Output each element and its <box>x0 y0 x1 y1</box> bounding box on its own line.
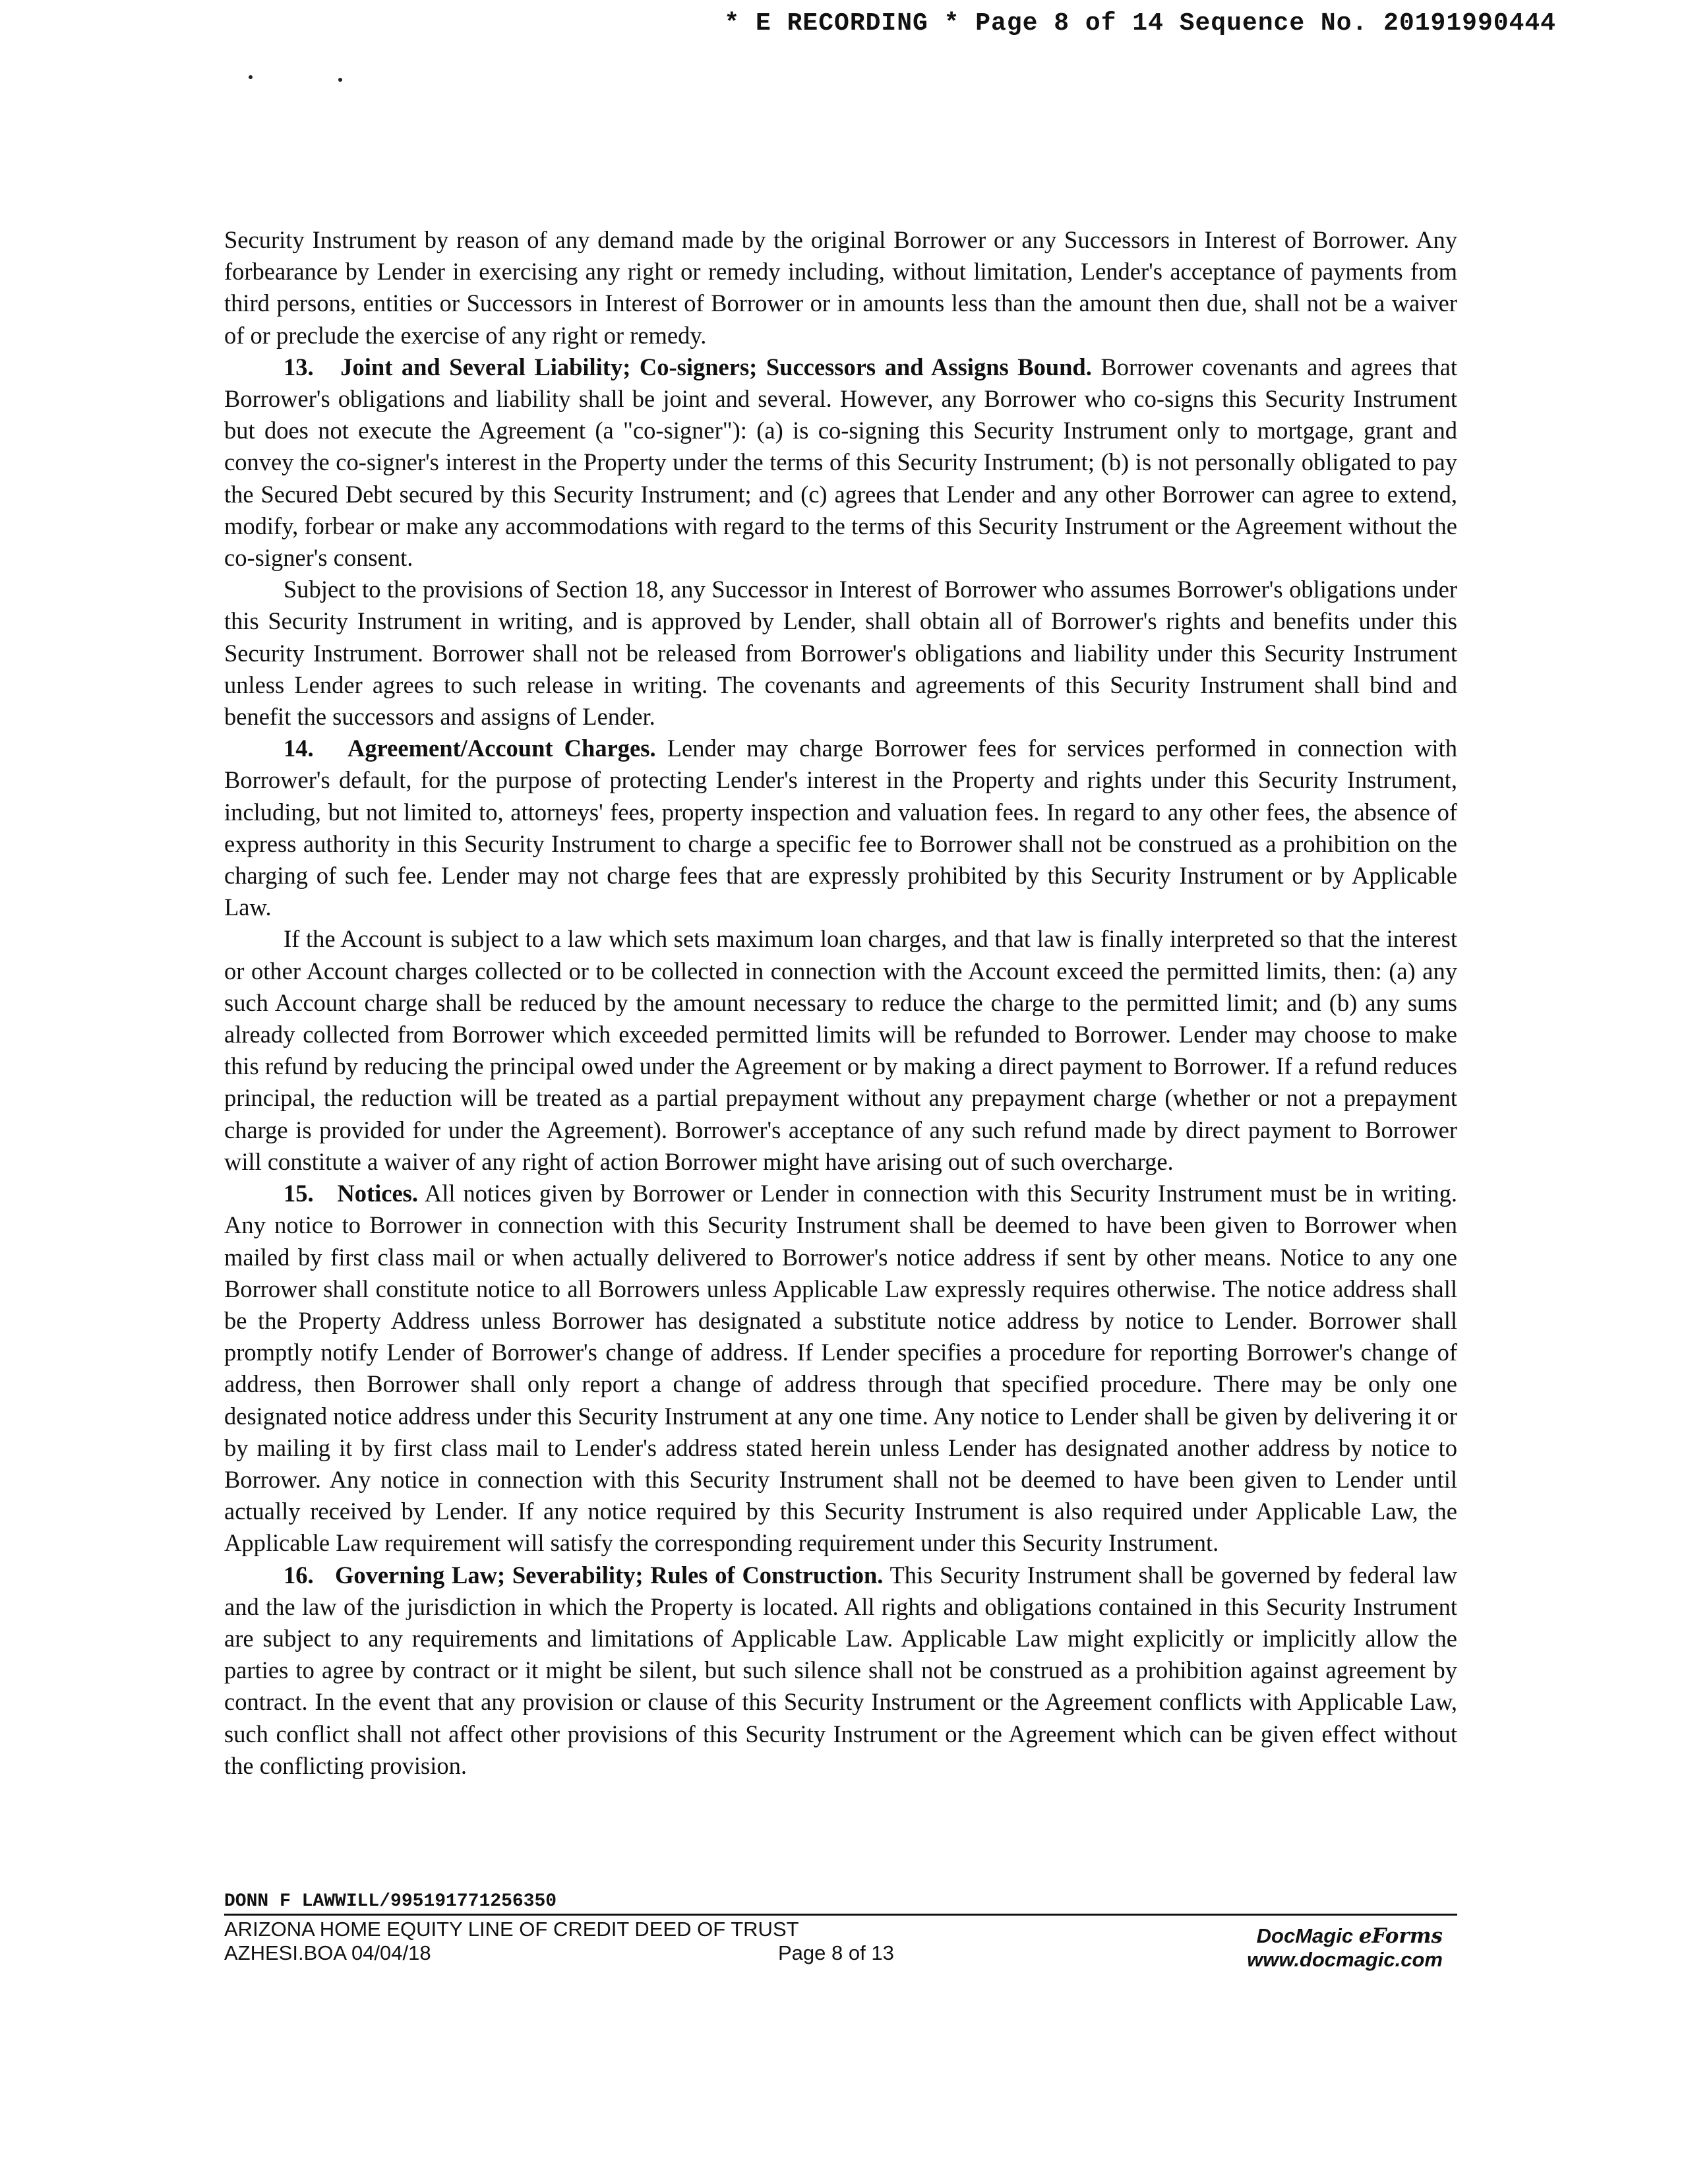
footer-divider <box>224 1914 1457 1916</box>
section-14 <box>224 733 1457 923</box>
continuation-paragraph: Security Instrument by reason of any demand made by the original Borrower or any Successors in Interest of Borrower. Any forbearance by Lender in exercising any right or remedy including, without limitation, Lender's acceptance of payments from third persons, entities or Successors in Interest of Borrower or in amounts less than the amount then due, shall not be a waiver of or preclude the exercise of any right or remedy. <box>224 226 1457 349</box>
document-body <box>224 224 1457 1782</box>
section-14-paragraph-2: If the Account is subject to a law which sets maximum loan charges, and that law is finally interpreted so that the interest or other Account charges collected or to be collected in connection with the Account exceed the permitted limits, then: (a) any such Account charge shall be reduced by the amount necessary to reduce the charge to the permitted limit; and (b) any sums already collected from Borrower which exceeded permitted limits will be refunded to Borrower. Lender may choose to make this refund by reducing the principal owed under the Agreement or by making a direct payment to Borrower. If a refund reduces principal, the reduction will be treated as a partial prepayment without any prepayment charge (whether or not a prepayment charge is provided for under the Agreement). Borrower's acceptance of any such refund made by direct payment to Borrower will constitute a waiver of any right of action Borrower might have arising out of such overcharge. <box>224 925 1457 1175</box>
section-14-number: 14. <box>284 735 314 762</box>
brand-name: DocMagic <box>1256 1924 1354 1947</box>
section-15-title: Notices. <box>337 1180 418 1207</box>
recording-header: * E RECORDING * Page 8 of 14 Sequence No. 20191990444 <box>724 9 1556 38</box>
section-15 <box>224 1178 1457 1559</box>
section-13-paragraph-2: Subject to the provisions of Section 18, any Successor in Interest of Borrower who assumes Borrower's obligations under this Security Instrument in writing, and is approved by Lender, shall obtain all of Borrower's rights and benefits under this Security Instrument. Borrower shall not be released from Borrower's obligations and liability under this Security Instrument unless Lender agrees to such release in writing. The covenants and agreements of this Security Instrument shall bind and benefit the successors and assigns of Lender. <box>224 576 1457 731</box>
section-16 <box>224 1560 1457 1782</box>
section-15-text: All notices given by Borrower or Lender in connection with this Security Instrument must be in writing. Any notice to Borrower in connection with this Security Instrument shall be deemed to have been given to Borrower when mailed by first class mail or when actually delivered to Borrower's notice address if sent by other means. Notice to any one Borrower shall constitute notice to all Borrowers unless Applicable Law expressly requires otherwise. The notice address shall be the Property Address unless Borrower has designated a substitute notice address by notice to Lender. Borrower shall promptly notify Lender of Borrower's change of address. If Lender specifies a procedure for reporting Borrower's change of address, then Borrower shall only report a change of address through that specified procedure. There may be only one designated notice address under this Security Instrument at any one time. Any notice to Lender shall be given by delivering it or by mailing it by first class mail to Lender's address stated herein unless Lender has designated another address by notice to Borrower. Any notice in connection with this Security Instrument shall not be deemed to have been given to Lender until actually received by Lender. If any notice required by this Security Instrument is also required under Applicable Law, the Applicable Law requirement will satisfy the corresponding requirement under this Security Instrument. <box>224 1180 1458 1557</box>
scan-artifact-dot <box>338 78 342 82</box>
section-16-number: 16. <box>284 1561 314 1589</box>
section-16-title: Governing Law; Severability; Rules of Construction. <box>334 1561 884 1589</box>
brand-url: www.docmagic.com <box>1247 1948 1443 1971</box>
footer-page-number: Page 8 of 13 <box>778 1941 894 1964</box>
section-16-text: This Security Instrument shall be governed by federal law and the law of the jurisdiction in which the Property is located. All rights and obligations contained in this Security Instrument are subject to any requirements and limitations of Applicable Law. Applicable Law might explicitly or implicitly allow the parties to agree by contract or it might be silent, but such silence shall not be construed as a prohibition against agreement by contract. In the event that any provision or clause of this Security Instrument or the Agreement conflicts with Applicable Law, such conflict shall not affect other provisions of this Security Instrument or the Agreement which can be given effect without the conflicting provision. <box>224 1561 1458 1779</box>
section-13-title: Joint and Several Liability; Co-signers; Successors and Assigns Bound. <box>340 353 1092 380</box>
section-13-number: 13. <box>284 353 314 380</box>
section-14-title: Agreement/Account Charges. <box>347 735 656 762</box>
section-15-number: 15. <box>284 1180 314 1207</box>
footer-brand <box>1247 1924 1443 1972</box>
section-13-text: Borrower covenants and agrees that Borrower's obligations and liability shall be joint and several. However, any Borrower who co-signs this Security Instrument but does not execute the Agreement (a "co-signer"): (a) is co-signing this Security Instrument only to mortgage, grant and convey the co-signer's interest in the Property under the terms of this Security Instrument; (b) is not personally obligated to pay the Secured Debt secured by this Security Instrument; and (c) agrees that Lender and any other Borrower can agree to extend, modify, forbear or make any accommodations with regard to the terms of this Security Instrument or the Agreement without the co-signer's consent. <box>224 353 1458 572</box>
footer-form-title: ARIZONA HOME EQUITY LINE OF CREDIT DEED OF TRUST <box>224 1918 799 1941</box>
scan-artifact-dot <box>249 75 253 79</box>
footer-borrower-id: DONN F LAWWILL/995191771256350 <box>224 1891 557 1912</box>
section-14-text: Lender may charge Borrower fees for services performed in connection with Borrower's default, for the purpose of protecting Lender's interest in the Property and rights under this Security Instrument, including, but not limited to, attorneys' fees, property inspection and valuation fees. In regard to any other fees, the absence of express authority in this Security Instrument to charge a specific fee to Borrower shall not be construed as a prohibition on the charging of such fee. Lender may not charge fees that are expressly prohibited by this Security Instrument or by Applicable Law. <box>224 735 1458 921</box>
section-13 <box>224 351 1457 574</box>
brand-logo <box>1247 1924 1443 1948</box>
brand-eforms: eForms <box>1358 1924 1443 1948</box>
footer-form-code: AZHESI.BOA 04/04/18 <box>224 1941 431 1964</box>
